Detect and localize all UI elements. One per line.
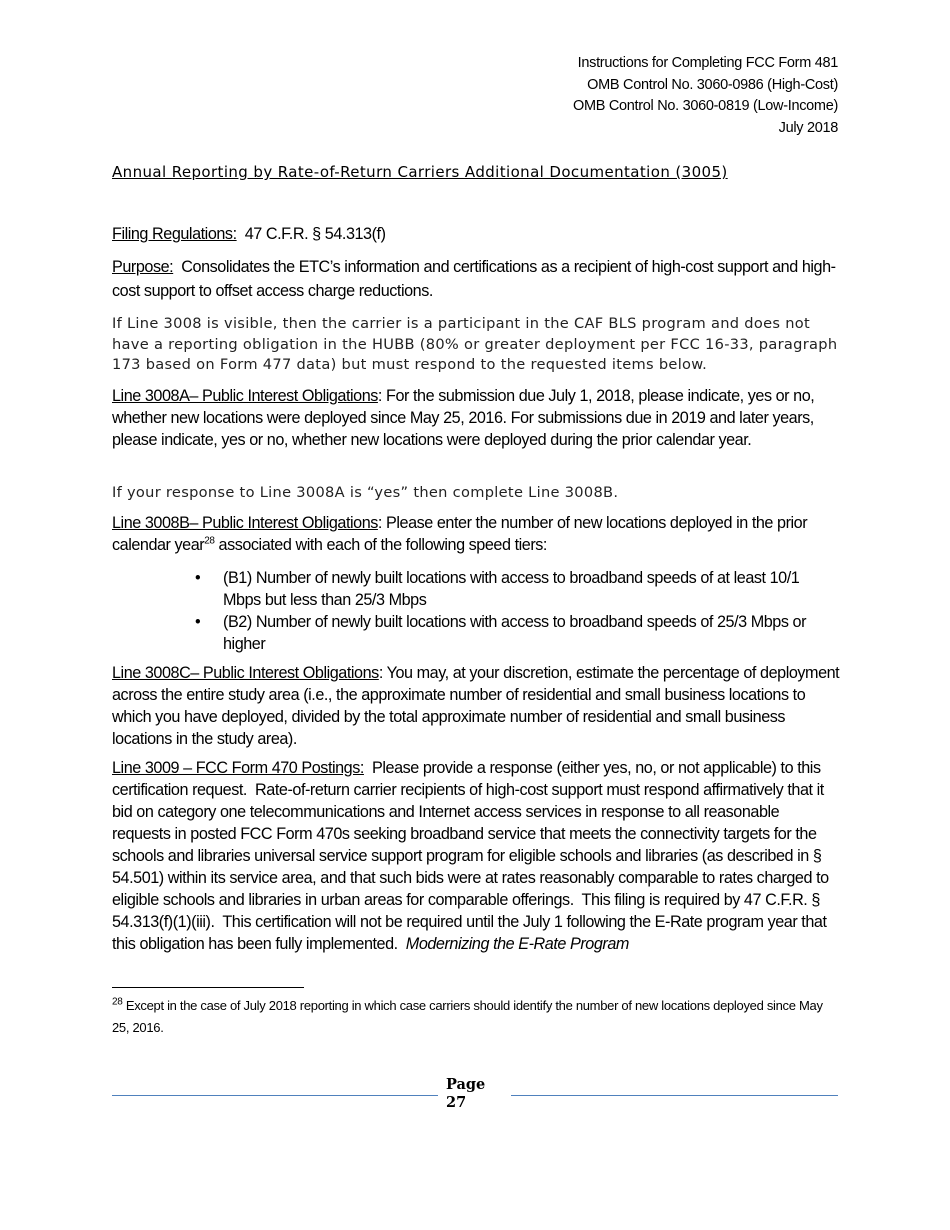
line-3009-paragraph <box>112 757 840 955</box>
line-3009-label: Line 3009 – FCC Form 470 Postings: <box>112 759 364 777</box>
line-3008a-text: : For the submission due July 1, 2018, please indicate, yes or no, whether new locations were deployed since May 25, 2016. For submissions due in 2019 and later years, please indicate, yes or no, whether new locations were deployed during the prior calendar year. <box>112 387 815 449</box>
line-3008b-label: Line 3008B– Public Interest Obligations <box>112 514 378 532</box>
list-item-text: (B1) Number of newly built locations with access to broadband speeds of at least 10/1 Mbps but less than 25/3 Mbps <box>223 569 800 609</box>
line-3008c-text: : You may, at your discretion, estimate the percentage of deployment across the entire study area (i.e., the approximate number of residential and small business locations to which you have deployed, divided by the total approximate number of residential and small business locations in the study area). <box>112 664 840 748</box>
list-item-text: (B2) Number of newly built locations with access to broadband speeds of 25/3 Mbps or higher <box>223 613 807 653</box>
page-number <box>446 1076 485 1112</box>
line-3008b-text2: associated with each of the following speed tiers: <box>214 536 547 554</box>
header-omb-high-cost: OMB Control No. 3060-0986 (High-Cost) <box>587 76 838 93</box>
line-3008c-label: Line 3008C– Public Interest Obligations <box>112 664 379 682</box>
line-3009-italic: Modernizing the E-Rate Program <box>405 935 629 953</box>
footer-rule-right <box>511 1095 838 1096</box>
purpose-label: Purpose: <box>112 258 174 276</box>
filing-regulations <box>112 223 840 245</box>
header-form-title: Instructions for Completing FCC Form 481 <box>577 55 838 71</box>
line-3008b-text: : Please enter the number of new locations deployed in the prior calendar year <box>112 514 808 554</box>
caf-bls-note-text: If Line 3008 is visible, then the carrier is a participant in the CAF BLS program and does not have a reporting obligation in the HUBB (80% or greater deployment per FCC 16-33, paragraph 173 based on Form 477 data) but must respond to the requested items below. <box>112 315 838 373</box>
footnote-number: 28 <box>112 996 123 1008</box>
line-3009-text: Please provide a response (either yes, no, or not applicable) to this certification request. Rate-of-return carrier recipients of high-cost support must respond affirmatively that it bid on category one telecommunications and Internet access services in response to all reasonable requests in posted FCC Form 470s seeking broadband service that meets the connectivity targets for the schools and libraries universal service support program for eligible schools and libraries (as described in § 54.501) within its service area, and that such bids were at rates reasonably comparable to rates charged to eligible schools and libraries in urban areas for comparable offerings. This filing is required by 47 C.F.R. § 54.313(f)(1)(iii). This certification will not be required until the July 1 following the E-Rate program year that this obligation has been fully implemented. <box>112 759 833 953</box>
header-omb-low-income: OMB Control No. 3060-0819 (Low-Income) <box>572 98 838 114</box>
speed-tier-list <box>195 567 835 655</box>
footnote-ref: 28 <box>204 535 215 547</box>
filing-text: 47 C.F.R. § 54.313(f) <box>236 225 386 243</box>
page-header <box>573 53 838 139</box>
line-3008c-paragraph <box>112 662 840 750</box>
bullet-icon: • <box>195 569 201 587</box>
line-3008b-paragraph <box>112 512 840 556</box>
page-label: Page <box>446 1076 486 1093</box>
footer-rule-left <box>112 1095 438 1096</box>
list-item <box>195 567 835 611</box>
caf-bls-note <box>112 314 840 376</box>
filing-label: Filing Regulations: <box>112 225 237 243</box>
line-3008a-paragraph <box>112 385 840 451</box>
footnote-divider <box>112 987 304 988</box>
purpose-text: Consolidates the ETC’s information and certifications as a recipient of high-cost support and high-cost support to offset access charge reductions. <box>112 258 836 300</box>
footnote <box>112 995 832 1039</box>
purpose-paragraph <box>112 255 840 303</box>
footnote-text: Except in the case of July 2018 reporting in which case carriers should identify the number of new locations deployed since May 25, 2016. <box>112 998 823 1035</box>
line-3008a-note-text: If your response to Line 3008A is “yes” then complete Line 3008B. <box>112 484 619 501</box>
bullet-icon: • <box>195 613 201 631</box>
page-number-value: 27 <box>446 1094 467 1111</box>
line-3008a-note <box>112 483 840 504</box>
section-title: Annual Reporting by Rate-of-Return Carriers Additional Documentation (3005) <box>112 163 728 181</box>
line-3008a-label: Line 3008A– Public Interest Obligations <box>112 387 378 405</box>
header-date: July 2018 <box>778 119 838 136</box>
list-item <box>195 611 835 655</box>
